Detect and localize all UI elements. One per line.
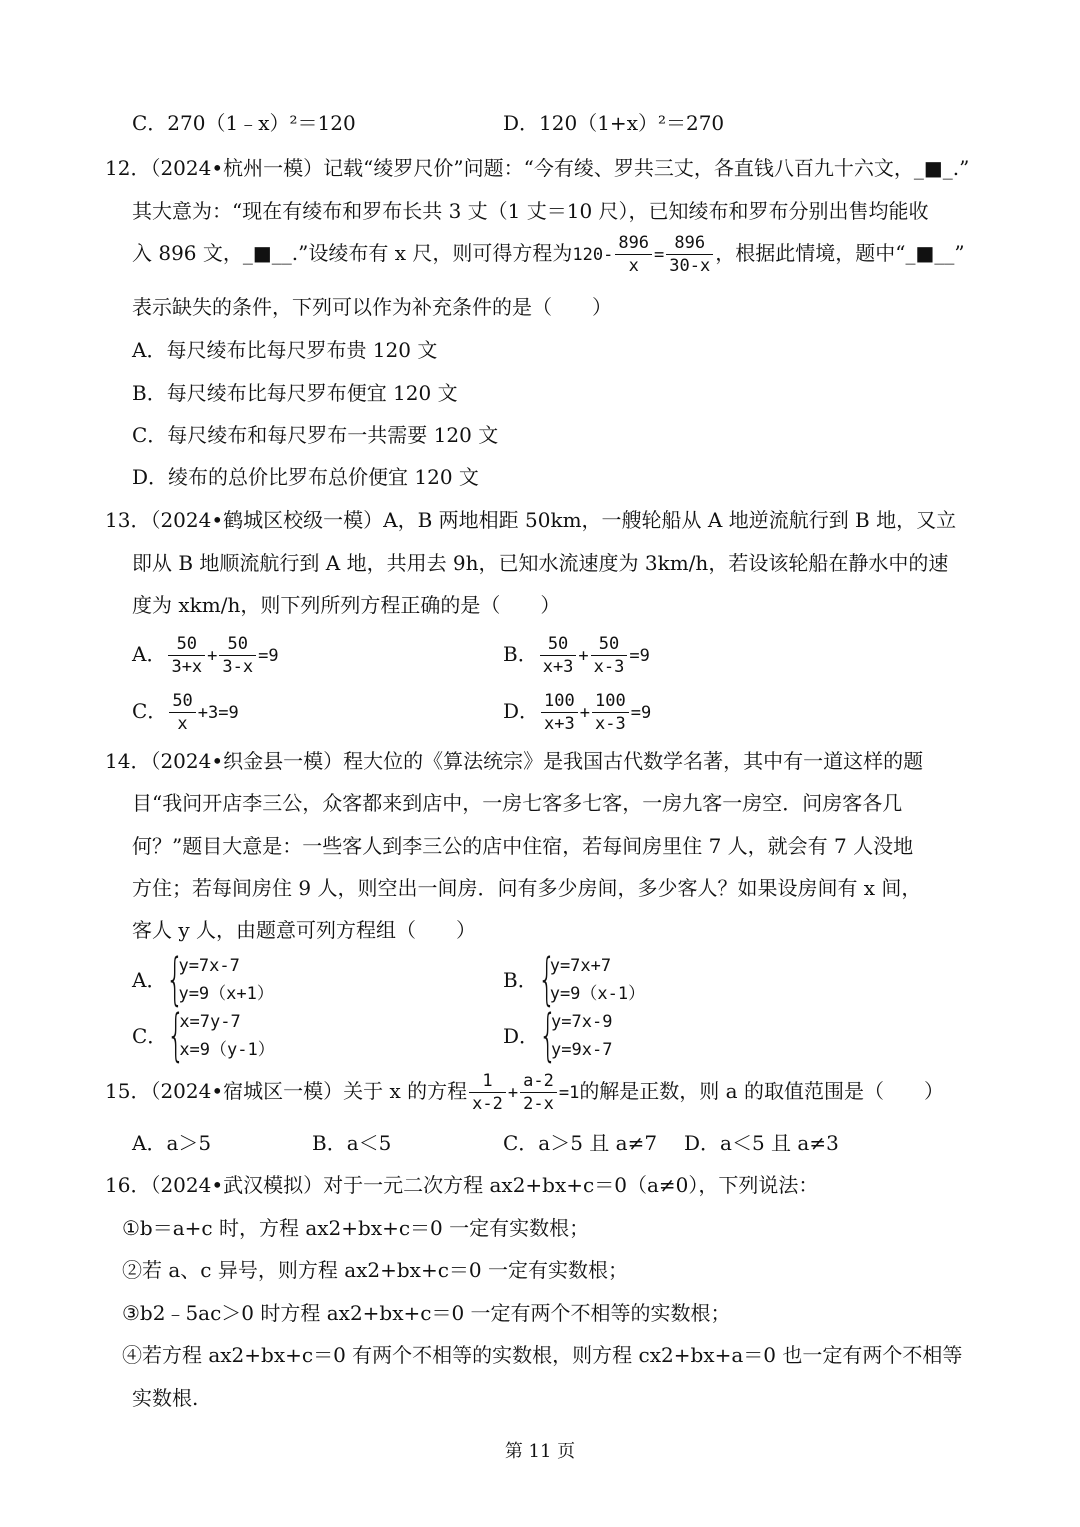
denominator: 3+x bbox=[171, 657, 203, 677]
rhs: =1 bbox=[558, 1083, 580, 1103]
q12-option-d: D．绫布的总价比罗布总价便宜 120 文 bbox=[132, 465, 479, 489]
q12-option-a: A．每尺绫布比每尺罗布贵 120 文 bbox=[132, 338, 438, 362]
numerator: 100 bbox=[592, 690, 629, 713]
q15-stem bbox=[105, 1070, 944, 1115]
q13-stem-line3: 度为 xkm/h，则下列所列方程正确的是（ ） bbox=[132, 593, 561, 617]
fraction bbox=[469, 1070, 506, 1115]
option-label: A． bbox=[132, 968, 167, 992]
denominator: x bbox=[177, 714, 188, 734]
numerator: 1 bbox=[469, 1070, 506, 1093]
q16-statement-1: ①b＝a+c 时，方程 ax2+bx+c＝0 一定有实数根； bbox=[122, 1216, 590, 1240]
option-label: B． bbox=[503, 642, 538, 666]
q12-eq-lead: 120- bbox=[572, 245, 614, 265]
operator: + bbox=[578, 646, 589, 666]
q13-stem-line2: 即从 B 地顺流航行到 A 地，共用去 9h，已知水流速度为 3km/h，若设该轮船在静水中的速 bbox=[132, 551, 949, 575]
denominator: 30-x bbox=[669, 256, 711, 276]
q12-eq-frac2 bbox=[666, 232, 713, 277]
brace-icon: { bbox=[539, 1003, 557, 1068]
numerator: a-2 bbox=[520, 1070, 557, 1093]
fraction bbox=[168, 633, 205, 678]
q12-stem-line2: 其大意为：“现在有绫布和罗布长共 3 丈（1 丈＝10 尺），已知绫布和罗布分别出售均能收 bbox=[132, 199, 929, 223]
q15-option-d: D．a＜5 且 a≠3 bbox=[684, 1131, 839, 1155]
rhs: =9 bbox=[629, 646, 650, 666]
fraction bbox=[541, 690, 578, 735]
q15-option-c: C．a＞5 且 a≠7 bbox=[503, 1131, 658, 1155]
denominator: x+3 bbox=[544, 714, 575, 734]
q16-statement-3: ③b2﹣5ac＞0 时方程 ax2+bx+c＝0 一定有两个不相等的实数根； bbox=[122, 1301, 731, 1325]
page-number: 第 11 页 bbox=[504, 1441, 576, 1462]
numerator: 896 bbox=[666, 232, 713, 255]
q14-option-a bbox=[132, 947, 274, 1012]
q12-stem-line3a: 入 896 文，_■__.”设绫布有 x 尺，则可得方程为 bbox=[132, 241, 573, 265]
equation: y=9（x+1） bbox=[178, 984, 274, 1004]
q14-stem-line1: 14．（2024•织金县一模）程大位的《算法统宗》是我国古代数学名著，其中有一道这样的题 bbox=[105, 749, 924, 773]
rhs: =9 bbox=[258, 646, 279, 666]
denominator: x bbox=[628, 256, 639, 276]
q16-stem-line1: 16．（2024•武汉模拟）对于一元二次方程 ax2+bx+c＝0（a≠0），下列说法： bbox=[105, 1173, 819, 1197]
denominator: x-2 bbox=[472, 1094, 503, 1114]
q12-stem-line1: 12．（2024•杭州一模）记载“绫罗尺价”问题：“今有绫、罗共三丈，各直钱八百九十六文，_■_.” bbox=[105, 156, 970, 180]
q13-option-d bbox=[503, 690, 651, 735]
q13-option-a bbox=[132, 633, 279, 678]
equation: x=7y-7 bbox=[179, 1012, 241, 1032]
option-label: D． bbox=[503, 1024, 540, 1048]
denominator: x-3 bbox=[593, 657, 625, 677]
equation-system bbox=[537, 947, 646, 1012]
equation-system bbox=[167, 1003, 275, 1068]
fraction bbox=[540, 633, 577, 678]
q12-option-b: B．每尺绫布比每尺罗布便宜 120 文 bbox=[132, 381, 458, 405]
q16-statement-4: ④若方程 ax2+bx+c＝0 有两个不相等的实数根，则方程 cx2+bx+a＝0 也一定有两个不相等 bbox=[122, 1343, 963, 1367]
denominator: x+3 bbox=[542, 657, 574, 677]
fraction bbox=[591, 633, 628, 678]
option-label: B． bbox=[503, 968, 538, 992]
numerator: 50 bbox=[540, 633, 577, 656]
option-label: C． bbox=[132, 1024, 168, 1048]
numerator: 896 bbox=[615, 232, 652, 255]
q14-option-b bbox=[503, 947, 646, 1012]
q13-option-c bbox=[132, 690, 239, 735]
q14-stem-line4: 方住；若每间房住 9 人，则空出一间房．问有多少房间，多少客人？如果设房间有 x 间， bbox=[132, 876, 922, 900]
q15-option-a: A．a＞5 bbox=[132, 1131, 212, 1155]
operator: + bbox=[579, 703, 591, 723]
equation: y=9x-7 bbox=[551, 1040, 613, 1060]
q15-option-b: B．a＜5 bbox=[312, 1131, 392, 1155]
operator: + bbox=[207, 646, 218, 666]
rhs: =9 bbox=[630, 703, 652, 723]
brace-icon: { bbox=[537, 947, 556, 1012]
brace-icon: { bbox=[167, 1003, 186, 1068]
q12-stem-line3b: ，根据此情境，题中“_■__” bbox=[715, 241, 965, 265]
brace-icon: { bbox=[166, 947, 185, 1012]
numerator: 50 bbox=[591, 633, 628, 656]
equation: y=7x+7 bbox=[549, 956, 612, 976]
q12-stem-line3 bbox=[132, 232, 965, 277]
denominator: x-3 bbox=[595, 714, 626, 734]
option-label: D． bbox=[503, 699, 540, 723]
q16-statement-2: ②若 a、c 异号，则方程 ax2+bx+c＝0 一定有实数根； bbox=[122, 1258, 629, 1282]
option-label: C． bbox=[132, 699, 168, 723]
q14-stem-line5: 客人 y 人，由题意可列方程组（ ） bbox=[132, 918, 477, 942]
fraction bbox=[520, 1070, 557, 1115]
numerator: 100 bbox=[541, 690, 578, 713]
equation-system bbox=[539, 1003, 613, 1068]
q16-statement-4-cont: 实数根. bbox=[132, 1386, 199, 1410]
equation: y=7x-9 bbox=[551, 1012, 613, 1032]
q12-eq-frac1 bbox=[615, 232, 652, 277]
q14-option-c bbox=[132, 1003, 275, 1068]
operator: + bbox=[507, 1083, 519, 1103]
equation: y=7x-7 bbox=[178, 956, 240, 976]
q15-stem-post: 的解是正数，则 a 的取值范围是（ ） bbox=[579, 1079, 944, 1103]
equation: x=9（y-1） bbox=[179, 1040, 275, 1060]
q13-option-b bbox=[503, 633, 650, 678]
q13-stem-line1: 13．（2024•鹤城区校级一模）A，B 两地相距 50km，一艘轮船从 A 地逆流航行到 B 地，又立 bbox=[105, 508, 957, 532]
option-label: A． bbox=[132, 642, 167, 666]
denominator: 2-x bbox=[523, 1094, 554, 1114]
denominator: 3-x bbox=[222, 657, 254, 677]
q15-stem-pre: 15．（2024•宿城区一模）关于 x 的方程 bbox=[105, 1079, 468, 1103]
numerator: 50 bbox=[219, 633, 256, 656]
fraction bbox=[592, 690, 629, 735]
equation-system bbox=[166, 947, 274, 1012]
q12-stem-line4: 表示缺失的条件，下列可以作为补充条件的是（ ） bbox=[132, 295, 612, 319]
rhs: +3=9 bbox=[197, 703, 239, 723]
q11-option-d: D．120（1+x）²＝270 bbox=[503, 111, 725, 135]
q12-eq-equals: = bbox=[654, 245, 665, 265]
q11-option-c: C．270（1﹣x）²＝120 bbox=[132, 111, 356, 135]
q14-stem-line2: 目“我问开店李三公，众客都来到店中，一房七客多七客，一房九客一房空．问房客各几 bbox=[132, 791, 903, 815]
q14-option-d bbox=[503, 1003, 613, 1068]
q12-option-c: C．每尺绫布和每尺罗布一共需要 120 文 bbox=[132, 423, 499, 447]
numerator: 50 bbox=[168, 633, 205, 656]
fraction bbox=[169, 690, 195, 735]
fraction bbox=[219, 633, 256, 678]
equation: y=9（x-1） bbox=[549, 984, 646, 1004]
q14-stem-line3: 何？”题目大意是：一些客人到李三公的店中住宿，若每间房里住 7 人，就会有 7 人没地 bbox=[132, 834, 914, 858]
numerator: 50 bbox=[169, 690, 195, 713]
